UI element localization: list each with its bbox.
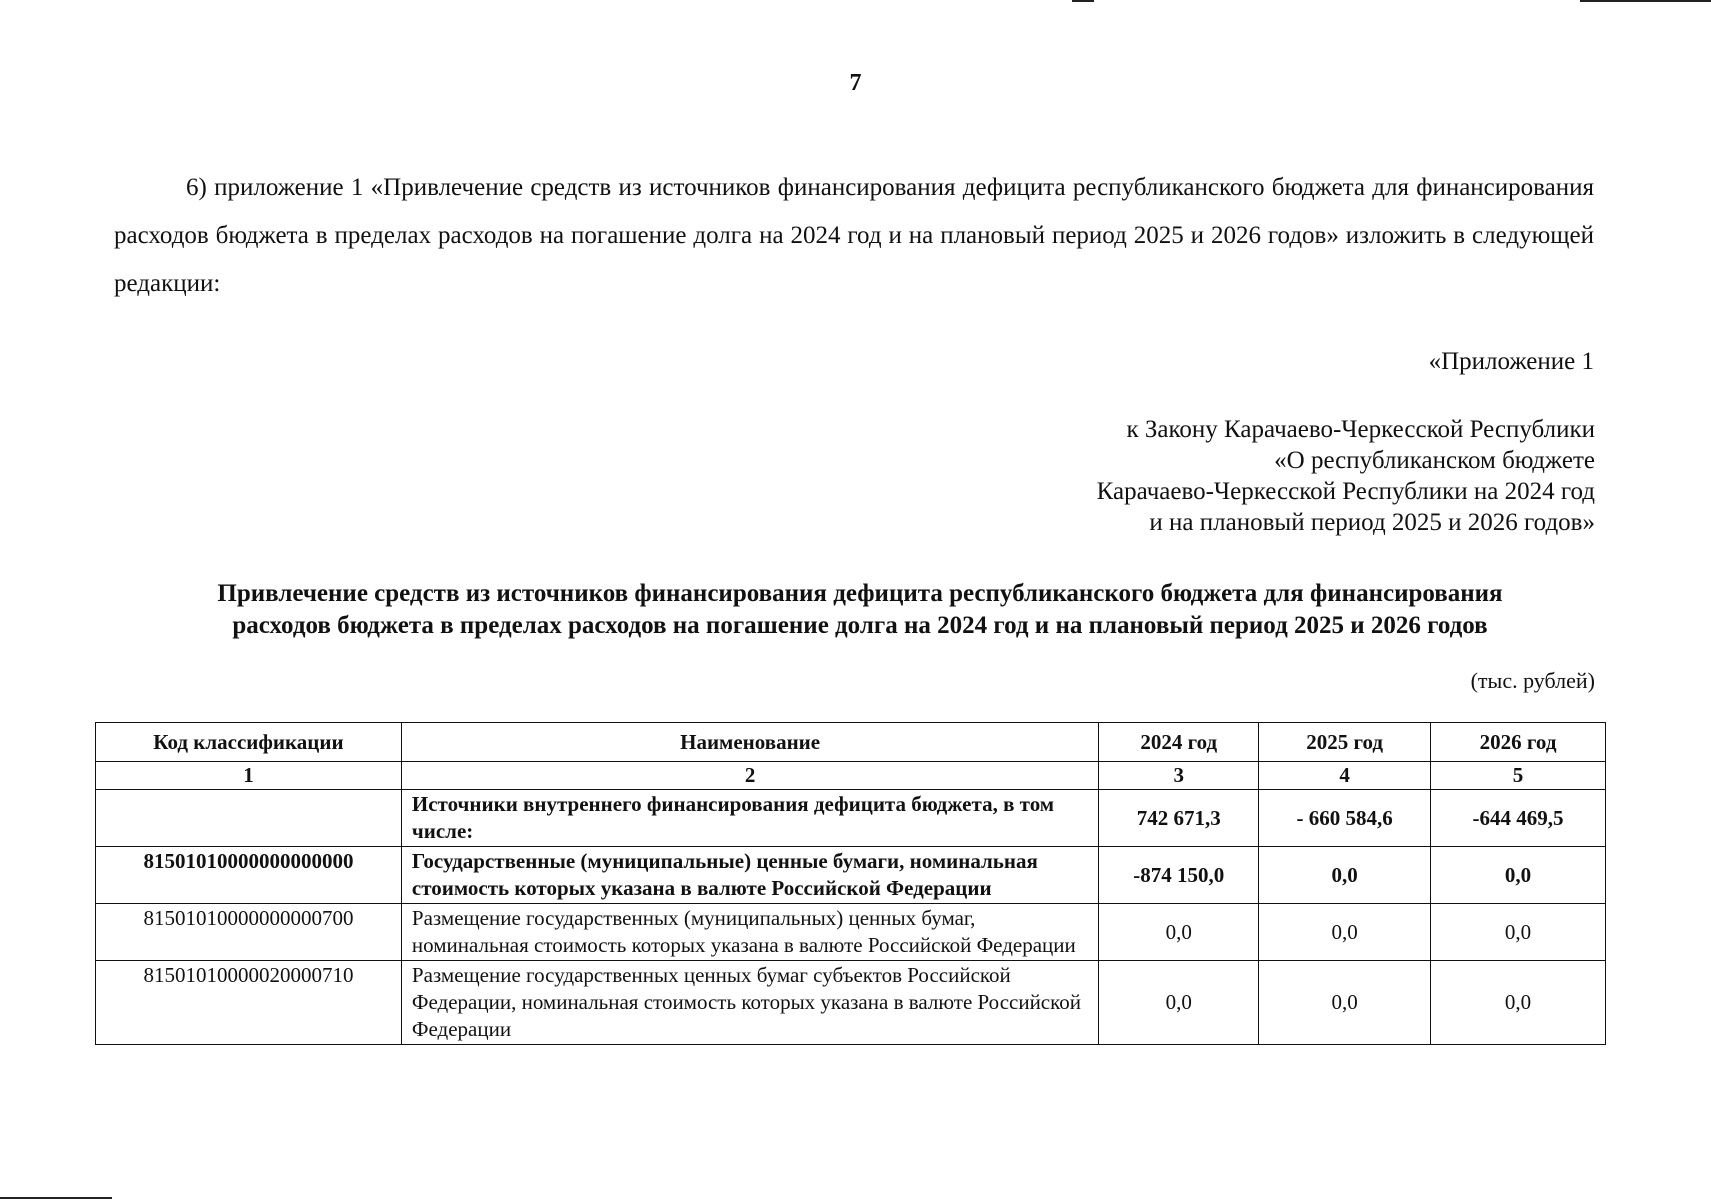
row-code: 81501010000000000000 xyxy=(96,847,402,904)
header-2026: 2026 год xyxy=(1431,723,1606,762)
appendix-caption-line: и на плановый период 2025 и 2026 годов» xyxy=(1149,509,1595,536)
header-2024: 2024 год xyxy=(1099,723,1259,762)
row-value-2026: 0,0 xyxy=(1431,847,1606,904)
row-value-2024: 0,0 xyxy=(1099,904,1259,961)
row-value-2026: -644 469,5 xyxy=(1431,790,1606,847)
table-row xyxy=(96,904,1606,961)
row-value-2026: 0,0 xyxy=(1431,961,1606,1045)
row-name: Размещение государственных (муниципальных) ценных бумаг, номинальная стоимость которых указана в валюте Российской Федерации xyxy=(401,904,1098,961)
intro-paragraph: 6) приложение 1 «Привлечение средств из источников финансирования дефицита республиканского бюджета для финансирования расходов бюджета в пределах расходов на погашение долга на 2024 год и на плановый период 2025 и 2026 годов» изложить в следующей редакции: xyxy=(114,174,1594,297)
table-row xyxy=(96,961,1606,1045)
scan-edge-mark xyxy=(1072,0,1094,2)
scan-edge-mark xyxy=(1580,0,1711,2)
row-value-2025: 0,0 xyxy=(1259,961,1431,1045)
appendix-caption-line: к Закону Карачаево-Черкесской Республики xyxy=(1126,416,1595,443)
appendix-caption-line: «О республиканском бюджете xyxy=(1274,447,1595,474)
document-title-line: Привлечение средств из источников финансирования дефицита республиканского бюджета для финансирования xyxy=(217,580,1503,607)
row-code xyxy=(96,790,402,847)
column-index: 5 xyxy=(1431,762,1606,790)
row-code: 81501010000020000710 xyxy=(96,961,402,1045)
column-index: 2 xyxy=(401,762,1098,790)
document-title-line: расходов бюджета в пределах расходов на погашение долга на 2024 год и на плановый период 2025 и 2026 годов xyxy=(232,612,1488,639)
appendix-caption-line: Карачаево-Черкесской Республики на 2024 год xyxy=(1096,478,1595,505)
scan-edge-mark xyxy=(0,1197,112,1199)
document-title xyxy=(100,578,1620,642)
row-name: Размещение государственных ценных бумаг субъектов Российской Федерации, номинальная стоимость которых указана в валюте Российской Федерации xyxy=(401,961,1098,1045)
row-value-2024: 0,0 xyxy=(1099,961,1259,1045)
header-code: Код классификации xyxy=(96,723,402,762)
appendix-label: «Приложение 1 xyxy=(1428,348,1594,375)
row-name: Источники внутреннего финансирования дефицита бюджета, в том числе: xyxy=(401,790,1098,847)
row-name: Государственные (муниципальные) ценные бумаги, номинальная стоимость которых указана в валюте Российской Федерации xyxy=(401,847,1098,904)
row-value-2026: 0,0 xyxy=(1431,904,1606,961)
header-name: Наименование xyxy=(401,723,1098,762)
table-row xyxy=(96,847,1606,904)
column-index: 3 xyxy=(1099,762,1259,790)
budget-table xyxy=(95,722,1606,1045)
row-value-2025: 0,0 xyxy=(1259,847,1431,904)
row-code: 81501010000000000700 xyxy=(96,904,402,961)
column-index-row xyxy=(96,762,1606,790)
units-note: (тыс. рублей) xyxy=(1470,668,1595,693)
appendix-caption xyxy=(1097,414,1595,538)
column-index: 1 xyxy=(96,762,402,790)
page-number: 7 xyxy=(849,70,862,96)
column-index: 4 xyxy=(1259,762,1431,790)
table-header-row xyxy=(96,723,1606,762)
table-row xyxy=(96,790,1606,847)
header-2025: 2025 год xyxy=(1259,723,1431,762)
row-value-2025: - 660 584,6 xyxy=(1259,790,1431,847)
row-value-2025: 0,0 xyxy=(1259,904,1431,961)
row-value-2024: 742 671,3 xyxy=(1099,790,1259,847)
row-value-2024: -874 150,0 xyxy=(1099,847,1259,904)
